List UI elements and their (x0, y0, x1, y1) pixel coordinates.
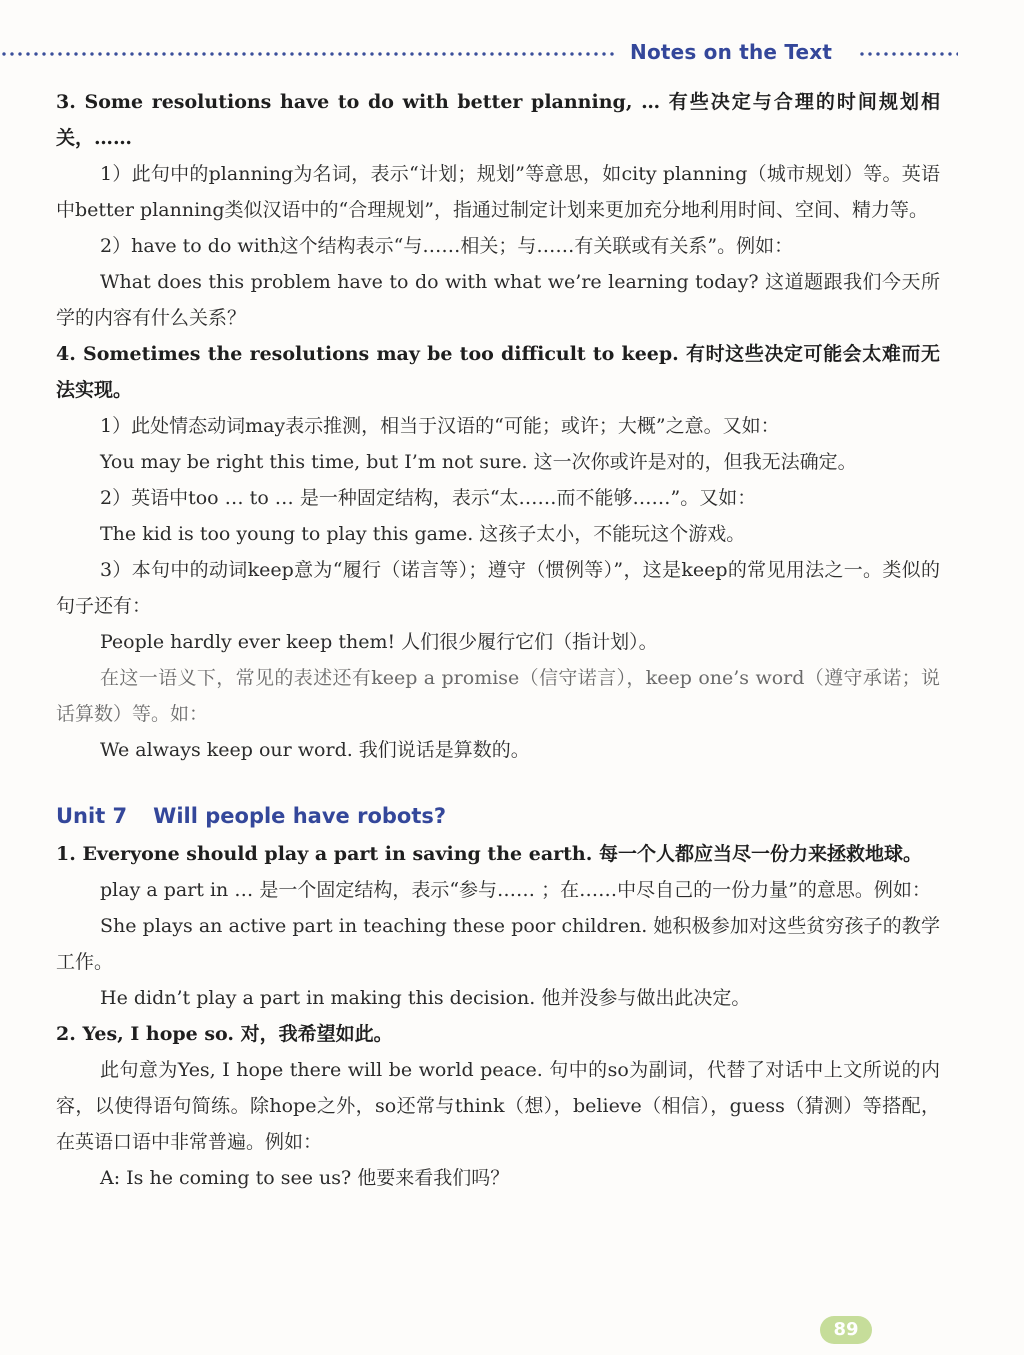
note-heading: 3. Some resolutions have to do with better planning, … 有些决定与合理的时间规划相关，…… (56, 91, 940, 149)
note-heading: 1. Everyone should play a part in saving the earth. 每一个人都应当尽一份力来拯救地球。 (56, 843, 922, 865)
note-heading: 4. Sometimes the resolutions may be too difficult to keep. 有时这些决定可能会太难而无法实现。 (56, 343, 940, 401)
dotted-rule-right (858, 52, 958, 56)
example-sentence: He didn’t play a part in making this decision. 他并没参与做出此决定。 (100, 987, 751, 1009)
example-sentence: The kid is too young to play this game. 这孩子太小，不能玩这个游戏。 (100, 523, 746, 545)
note-paragraph: 1）此处情态动词may表示推测，相当于汉语的“可能；或许；大概”之意。又如： (100, 415, 780, 437)
page-header (0, 38, 1024, 70)
example-sentence: What does this problem have to do with what we’re learning today? 这道题跟我们今天所学的内容有什么关系？ (56, 271, 940, 329)
unit-number: Unit 7 (56, 804, 128, 828)
notes-content (56, 84, 940, 1196)
section-title: Notes on the Text (630, 40, 833, 64)
note-paragraph: 此句意为Yes, I hope there will be world peace. 句中的so为副词，代替了对话中上文所说的内容，以使得语句简练。除hope之外，so还常与think（想），believe（相信），guess（猜测）等搭配，在英语口语中非常普遍。例如： (56, 1059, 940, 1153)
note-paragraph: 1）此句中的planning为名词，表示“计划；规划”等意思，如city planning（城市规划）等。英语中better planning类似汉语中的“合理规划”，指通过制定计划来更加充分地利用时间、空间、精力等。 (56, 163, 940, 221)
note-paragraph: 在这一语义下，常见的表述还有keep a promise（信守诺言），keep one’s word（遵守承诺；说话算数）等。如： (56, 667, 940, 725)
note-heading: 2. Yes, I hope so. 对，我希望如此。 (56, 1023, 393, 1045)
example-sentence: A: Is he coming to see us? 他要来看我们吗？ (100, 1167, 510, 1189)
note-paragraph: 2）英语中too … to … 是一种固定结构，表示“太……而不能够……”。又如： (100, 487, 757, 509)
example-sentence: We always keep our word. 我们说话是算数的。 (100, 739, 530, 761)
example-sentence: She plays an active part in teaching these poor children. 她积极参加对这些贫穷孩子的教学工作。 (56, 915, 940, 973)
unit-title: Will people have robots? (153, 804, 447, 828)
example-sentence: People hardly ever keep them! 人们很少履行它们（指计划）。 (100, 631, 658, 653)
note-paragraph: 2）have to do with这个结构表示“与……相关；与……有关联或有关系”。例如： (100, 235, 794, 257)
dotted-rule-left (0, 52, 618, 56)
example-sentence: You may be right this time, but I’m not sure. 这一次你或许是对的，但我无法确定。 (100, 451, 857, 473)
unit-heading (56, 796, 940, 836)
page-number: 89 (820, 1316, 872, 1344)
note-paragraph: play a part in … 是一个固定结构，表示“参与…… ；在……中尽自己的一份力量”的意思。例如： (100, 879, 931, 901)
note-paragraph: 3）本句中的动词keep意为“履行（诺言等）；遵守（惯例等）”，这是keep的常见用法之一。类似的句子还有： (56, 559, 940, 617)
